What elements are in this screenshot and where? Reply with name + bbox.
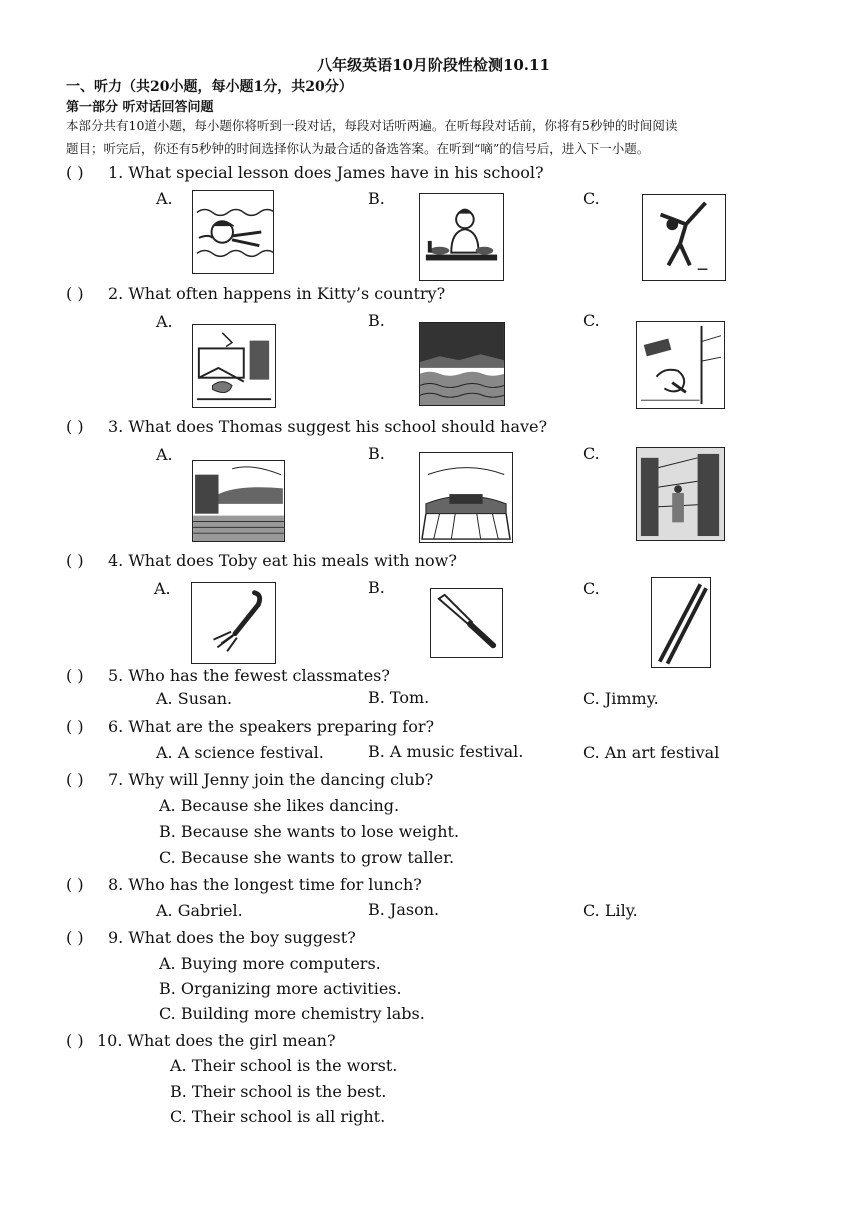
pool-icon: [193, 461, 284, 541]
question-6: 6. What are the speakers preparing for?: [108, 717, 435, 736]
option-a: A. Gabriel.: [156, 901, 243, 920]
question-2: 2. What often happens in Kitty’s country?: [108, 284, 446, 303]
instruction-line-1: 本部分共有10道小题，每小题你将听到一段对话，每段对话听两遍。在听每段对话前，你将有5秒钟的时间阅读: [66, 118, 678, 133]
option-a: A. Because she likes dancing.: [159, 796, 400, 815]
knife-picture[interactable]: [430, 588, 503, 658]
bookshelf-icon: [637, 448, 724, 540]
typhoon-picture[interactable]: [636, 321, 725, 409]
option-c: C. Building more chemistry labs.: [159, 1004, 425, 1023]
question-7: 7. Why will Jenny join the dancing club?: [108, 770, 434, 789]
fork-icon: [192, 583, 275, 663]
flood-icon: [420, 323, 504, 405]
option-b-label: B.: [368, 189, 385, 208]
answer-bracket[interactable]: ( ): [66, 417, 84, 436]
answer-bracket[interactable]: ( ): [66, 875, 84, 894]
option-a: A. A science festival.: [156, 743, 324, 762]
option-c: C. Lily.: [583, 901, 638, 920]
stadium-icon: [420, 453, 512, 542]
option-b-label: B.: [368, 578, 385, 597]
option-b: B. Tom.: [368, 688, 430, 707]
question-10: 10. What does the girl mean?: [97, 1031, 336, 1050]
answer-bracket[interactable]: ( ): [66, 163, 84, 182]
option-b-label: B.: [368, 444, 385, 463]
question-9: 9. What does the boy suggest?: [108, 928, 356, 947]
option-a: A. Buying more computers.: [159, 954, 381, 973]
question-4: 4. What does Toby eat his meals with now?: [108, 551, 457, 570]
storm-icon: [637, 322, 724, 408]
answer-bracket[interactable]: ( ): [66, 717, 84, 736]
option-c-label: C.: [583, 579, 600, 598]
option-c-label: C.: [583, 189, 600, 208]
earthquake-picture[interactable]: [192, 324, 276, 408]
answer-bracket[interactable]: ( ): [66, 928, 84, 947]
knife-icon: [431, 589, 502, 657]
option-a-label: A.: [156, 312, 173, 331]
option-c: C. Jimmy.: [583, 689, 659, 708]
option-b: B. Their school is the best.: [170, 1082, 387, 1101]
swimmer-icon: [193, 191, 273, 273]
cooking-picture[interactable]: [419, 193, 504, 281]
option-c: C. Their school is all right.: [170, 1107, 386, 1126]
option-c-label: C.: [583, 444, 600, 463]
library-picture[interactable]: [636, 447, 725, 541]
answer-bracket[interactable]: ( ): [66, 666, 84, 685]
option-b: B. Organizing more activities.: [159, 979, 402, 998]
option-c-label: C.: [583, 311, 600, 330]
chopsticks-picture[interactable]: [651, 577, 711, 668]
swimming-pool-picture[interactable]: [192, 460, 285, 542]
part-heading: 第一部分 听对话回答问题: [66, 100, 214, 115]
chef-icon: [420, 194, 503, 280]
section-heading: 一、听力（共20小题，每小题1分，共20分）: [66, 79, 353, 95]
earthquake-icon: [193, 325, 275, 407]
dancing-picture[interactable]: [642, 194, 726, 281]
option-c: C. An art festival: [583, 743, 720, 762]
question-8: 8. Who has the longest time for lunch?: [108, 875, 422, 894]
option-b-label: B.: [368, 311, 385, 330]
flood-picture[interactable]: [419, 322, 505, 406]
page-title: 八年级英语10月阶段性检测10.11: [317, 56, 550, 74]
option-a-label: A.: [156, 445, 173, 464]
option-a-label: A.: [154, 579, 171, 598]
fork-picture[interactable]: [191, 582, 276, 664]
option-a-label: A.: [156, 189, 173, 208]
dancer-icon: [643, 195, 725, 280]
option-a: A. Their school is the worst.: [170, 1056, 398, 1075]
instruction-line-2: 题目；听完后，你还有5秒钟的时间选择你认为最合适的备选答案。在听到“嘀”的信号后，进入下一小题。: [66, 141, 650, 156]
answer-bracket[interactable]: ( ): [66, 770, 84, 789]
option-c: C. Because she wants to grow taller.: [159, 848, 455, 867]
stadium-picture[interactable]: [419, 452, 513, 543]
question-3: 3. What does Thomas suggest his school should have?: [108, 417, 548, 436]
question-1: 1. What special lesson does James have in his school?: [108, 163, 544, 182]
answer-bracket[interactable]: ( ): [66, 1031, 84, 1050]
option-b: B. Jason.: [368, 900, 440, 919]
answer-bracket[interactable]: ( ): [66, 284, 84, 303]
question-5: 5. Who has the fewest classmates?: [108, 666, 390, 685]
option-a: A. Susan.: [156, 689, 233, 708]
option-b: B. Because she wants to lose weight.: [159, 822, 460, 841]
option-b: B. A music festival.: [368, 742, 524, 761]
swimming-picture[interactable]: [192, 190, 274, 274]
answer-bracket[interactable]: ( ): [66, 551, 84, 570]
chopsticks-icon: [652, 578, 710, 667]
